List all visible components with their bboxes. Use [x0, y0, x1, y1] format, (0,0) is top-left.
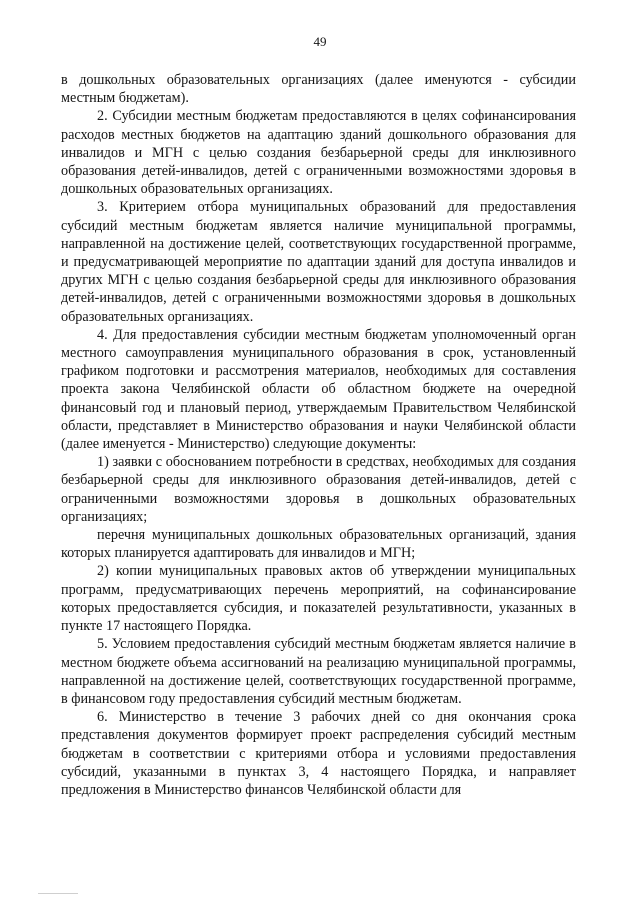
- document-body: [61, 71, 576, 799]
- paragraph-item-3: 3. Критерием отбора муниципальных образований для предоставления субсидий местным бюджетам является наличие муниципальной программы, направленной на достижение целей, соответствующих государственной программе, и предусматривающей мероприятие по адаптации зданий для доступа инвалидов и других МГН с целью создания безбарьерной среды для инклюзивного образования детей-инвалидов, детей с ограниченными возможностями здоровья в дошкольных образовательных организациях.: [61, 199, 576, 325]
- paragraph-subitem-1-list: перечня муниципальных дошкольных образовательных организаций, здания которых планируется адаптировать для инвалидов и МГН;: [61, 527, 576, 562]
- paragraph-continuation: в дошкольных образовательных организациях (далее именуются - субсидии местным бюджетам).: [61, 72, 576, 107]
- scan-artifact-line: [38, 893, 78, 894]
- paragraph-item-4: 4. Для предоставления субсидии местным бюджетам уполномоченный орган местного самоуправления муниципального образования в срок, установленный графиком подготовки и рассмотрения материалов, необходимых для составления проекта закона Челябинской области об областном бюджете на очередной финансовый год и плановый период, утверждаемым Правительством Челябинской области, представляет в Министерство образования и науки Челябинской области (далее именуется - Министерство) следующие документы:: [61, 326, 576, 453]
- paragraph-subitem-2: 2) копии муниципальных правовых актов об утверждении муниципальных программ, предусматривающих перечень мероприятий, на софинансирование которых предоставляется субсидия, и показателей результативности, указанных в пункте 17 настоящего Порядка.: [61, 563, 576, 635]
- paragraph-item-2: 2. Субсидии местным бюджетам предоставляются в целях софинансирования расходов местных бюджетов на адаптацию зданий дошкольного образования для инвалидов и МГН с целью создания безбарьерной среды для инклюзивного образования детей-инвалидов, детей с ограниченными возможностями здоровья в дошкольных образовательных организациях.: [61, 108, 576, 198]
- page-number: 49: [313, 34, 327, 49]
- paragraph-item-6: 6. Министерство в течение 3 рабочих дней со дня окончания срока представления документов формирует проект распределения субсидий местным бюджетам в соответствии с критериями отбора и условиями предоставления субсидий, указанными в пунктах 3, 4 настоящего Порядка, и направляет предложения в Министерство финансов Челябинской области для: [61, 709, 576, 798]
- paragraph-subitem-1: 1) заявки с обоснованием потребности в средствах, необходимых для создания безбарьерной среды для инклюзивного образования детей-инвалидов, детей с ограниченными возможностями здоровья в дошкольных образовательных организациях;: [61, 454, 576, 525]
- paragraph-item-5: 5. Условием предоставления субсидий местным бюджетам является наличие в местном бюджете объема ассигнований на реализацию муниципальной программы, направленной на достижение целей, соответствующих государственной программе, в финансовом году предоставления субсидий местным бюджетам.: [61, 636, 576, 707]
